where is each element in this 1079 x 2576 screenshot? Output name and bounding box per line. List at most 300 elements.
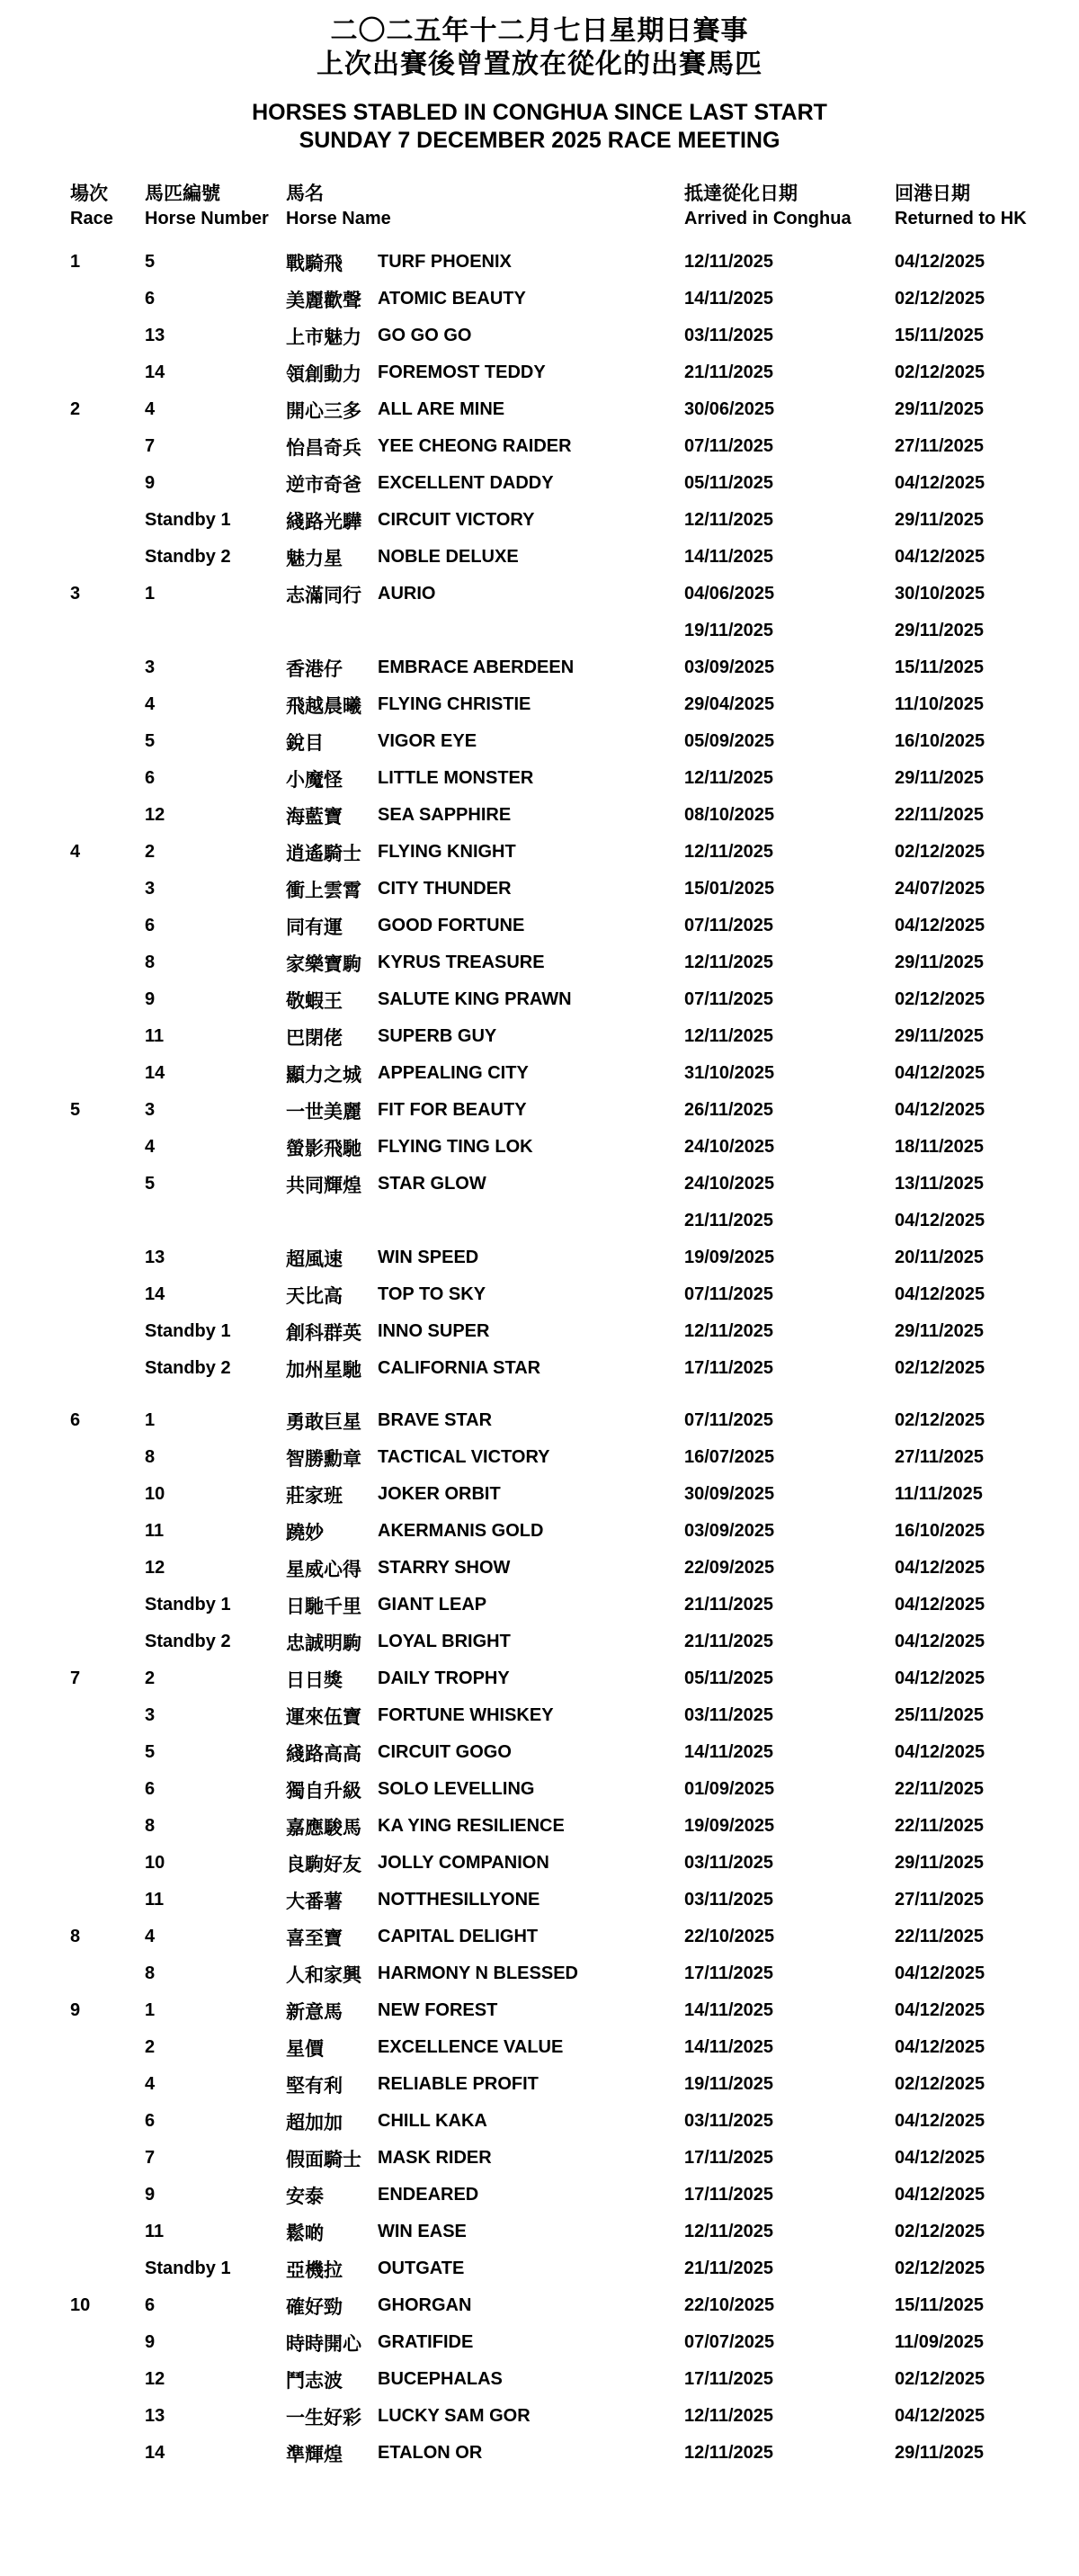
arrived-date: 03/11/2025: [684, 1853, 773, 1873]
table-row: [0, 1808, 1079, 1845]
arrived-date: 03/11/2025: [684, 326, 773, 345]
title-chinese-line1: 二〇二五年十二月七日星期日賽事: [330, 16, 749, 46]
horse-name-chinese: 綫路光驊: [286, 511, 361, 532]
table-row: [0, 1697, 1079, 1734]
table-row: [0, 1476, 1079, 1513]
table-row: [0, 1313, 1079, 1350]
horse-name-chinese: 飛越晨曦: [286, 695, 361, 717]
returned-date: 11/10/2025: [895, 694, 984, 714]
arrived-date: 14/11/2025: [684, 2037, 773, 2057]
table-row: [0, 1239, 1079, 1276]
arrived-date: 22/10/2025: [684, 2295, 775, 2315]
horse-name-english: CITY THUNDER: [378, 879, 512, 899]
horse-name-english: LUCKY SAM GOR: [378, 2406, 531, 2426]
returned-date: 04/12/2025: [895, 2148, 985, 2168]
horse-name-english: TACTICAL VICTORY: [378, 1447, 550, 1467]
table-row: [0, 318, 1079, 354]
horse-number: 3: [145, 1705, 156, 1725]
column-header-race-zh: 場次: [70, 183, 108, 204]
table-row: [0, 797, 1079, 834]
horse-table-body: [0, 244, 1079, 2472]
horse-name-english: TURF PHOENIX: [378, 252, 512, 272]
returned-date: 27/11/2025: [895, 436, 984, 456]
horse-number: 13: [145, 1248, 165, 1267]
table-row: [0, 1018, 1079, 1055]
horse-number: Standby 1: [145, 510, 231, 530]
document-header: [0, 0, 1079, 155]
horse-number: 1: [145, 584, 156, 604]
horse-name-english: FORTUNE WHISKEY: [378, 1705, 554, 1725]
returned-date: 27/11/2025: [895, 1890, 984, 1910]
horse-name-chinese: 良駒好友: [286, 1854, 361, 1875]
table-column-headers: [0, 182, 1079, 230]
column-header-horse-number-zh: 馬匹編號: [145, 183, 220, 204]
arrived-date: 16/07/2025: [684, 1447, 775, 1467]
arrived-date: 19/11/2025: [684, 621, 773, 640]
arrived-date: 12/11/2025: [684, 510, 773, 530]
horse-number: 11: [145, 2222, 165, 2241]
horse-name-english: SEA SAPPHIRE: [378, 805, 512, 825]
horse-name-chinese: 美麗歡聲: [286, 290, 361, 311]
arrived-date: 08/10/2025: [684, 805, 775, 825]
horse-name-chinese: 嘉應駿馬: [286, 1817, 361, 1838]
returned-date: 29/11/2025: [895, 1026, 984, 1046]
returned-date: 02/12/2025: [895, 2074, 985, 2094]
arrived-date: 07/11/2025: [684, 436, 773, 456]
arrived-date: 14/11/2025: [684, 547, 773, 567]
returned-date: 22/11/2025: [895, 1779, 984, 1799]
arrived-date: 21/11/2025: [684, 362, 773, 382]
horse-name-english: INNO SUPER: [378, 1321, 490, 1341]
horse-name-english: FLYING TING LOK: [378, 1137, 533, 1157]
column-header-race-en: Race: [70, 209, 113, 228]
table-row: [0, 1992, 1079, 2029]
horse-name-chinese: 獨自升級: [286, 1780, 361, 1802]
horse-name-english: ETALON OR: [378, 2443, 483, 2463]
horse-number: Standby 1: [145, 1321, 231, 1341]
race-number: 6: [70, 1410, 81, 1430]
horse-name-chinese: 海藍寶: [286, 806, 343, 827]
returned-date: 04/12/2025: [895, 1668, 985, 1688]
arrived-date: 14/11/2025: [684, 1742, 773, 1762]
horse-number: 12: [145, 2369, 165, 2389]
returned-date: 11/11/2025: [895, 1484, 983, 1504]
horse-name-chinese: 巴閉佬: [286, 1027, 343, 1049]
returned-date: 04/12/2025: [895, 2185, 985, 2205]
horse-number: 6: [145, 2295, 156, 2315]
race-number: 9: [70, 2000, 81, 2020]
horse-number: Standby 1: [145, 2258, 231, 2278]
arrived-date: 05/09/2025: [684, 731, 775, 751]
horse-name-english: FOREMOST TEDDY: [378, 362, 546, 382]
table-row: [0, 576, 1079, 613]
table-row: [0, 1955, 1079, 1992]
returned-date: 18/11/2025: [895, 1137, 984, 1157]
arrived-date: 30/06/2025: [684, 399, 775, 419]
horse-number: 6: [145, 289, 156, 309]
table-row: [0, 1092, 1079, 1129]
horse-number: 12: [145, 805, 165, 825]
table-row: [0, 908, 1079, 944]
returned-date: 04/12/2025: [895, 473, 985, 493]
returned-date: 04/12/2025: [895, 2111, 985, 2131]
arrived-date: 03/11/2025: [684, 1705, 773, 1725]
horse-number: 1: [145, 2000, 156, 2020]
horse-name-chinese: 領創動力: [286, 363, 361, 385]
column-header-race: [70, 182, 145, 230]
table-row: [0, 539, 1079, 576]
table-row: [0, 2324, 1079, 2361]
returned-date: 29/11/2025: [895, 510, 984, 530]
arrived-date: 29/04/2025: [684, 694, 775, 714]
arrived-date: 17/11/2025: [684, 1358, 773, 1378]
horse-name-english: WIN EASE: [378, 2222, 467, 2241]
horse-number: 5: [145, 1742, 156, 1762]
horse-name-english: CIRCUIT VICTORY: [378, 510, 535, 530]
horse-name-english: SALUTE KING PRAWN: [378, 989, 572, 1009]
horse-number: 6: [145, 2111, 156, 2131]
horse-name-chinese: 日馳千里: [286, 1596, 361, 1617]
horse-name-chinese: 逍遙騎士: [286, 843, 361, 864]
table-row: [0, 723, 1079, 760]
arrived-date: 12/11/2025: [684, 953, 773, 972]
horse-name-english: GO GO GO: [378, 326, 472, 345]
table-row: [0, 1129, 1079, 1166]
horse-name-chinese: 家樂寶駒: [286, 953, 361, 975]
horse-name-chinese: 日日獎: [286, 1669, 343, 1691]
returned-date: 30/10/2025: [895, 584, 985, 604]
table-row: [0, 428, 1079, 465]
arrived-date: 15/01/2025: [684, 879, 775, 899]
arrived-date: 19/09/2025: [684, 1816, 775, 1836]
table-row: [0, 2103, 1079, 2140]
arrived-date: 07/11/2025: [684, 1410, 773, 1430]
horse-name-english: AURIO: [378, 584, 436, 604]
column-header-horse-name-en: Horse Name: [286, 209, 391, 228]
returned-date: 04/12/2025: [895, 2406, 985, 2426]
horse-number: 4: [145, 1137, 156, 1157]
arrived-date: 26/11/2025: [684, 1100, 773, 1120]
horse-name-chinese: 創科群英: [286, 1322, 361, 1344]
column-header-horse-name: [286, 182, 684, 230]
horse-name-chinese: 香港仔: [286, 658, 343, 680]
table-row: [0, 244, 1079, 281]
horse-name-english: SUPERB GUY: [378, 1026, 497, 1046]
horse-name-english: LITTLE MONSTER: [378, 768, 534, 788]
horse-name-english: RELIABLE PROFIT: [378, 2074, 539, 2094]
arrived-date: 12/11/2025: [684, 2406, 773, 2426]
horse-name-english: FIT FOR BEAUTY: [378, 1100, 527, 1120]
returned-date: 02/12/2025: [895, 289, 985, 309]
returned-date: 02/12/2025: [895, 1358, 985, 1378]
horse-number: 14: [145, 2443, 165, 2463]
table-row: [0, 686, 1079, 723]
returned-date: 22/11/2025: [895, 1816, 984, 1836]
horse-name-chinese: 螢影飛馳: [286, 1138, 361, 1159]
arrived-date: 12/11/2025: [684, 768, 773, 788]
horse-number: 2: [145, 2037, 156, 2057]
returned-date: 02/12/2025: [895, 989, 985, 1009]
horse-number: 2: [145, 842, 156, 862]
horse-name-english: GOOD FORTUNE: [378, 916, 525, 935]
arrived-date: 03/11/2025: [684, 1890, 773, 1910]
horse-name-english: CIRCUIT GOGO: [378, 1742, 512, 1762]
horse-name-english: CALIFORNIA STAR: [378, 1358, 541, 1378]
table-row: [0, 834, 1079, 871]
returned-date: 13/11/2025: [895, 1174, 984, 1194]
returned-date: 29/11/2025: [895, 2443, 984, 2463]
horse-number: 8: [145, 1447, 156, 1467]
arrived-date: 12/11/2025: [684, 2443, 773, 2463]
returned-date: 15/11/2025: [895, 326, 984, 345]
horse-name-english: GRATIFIDE: [378, 2332, 474, 2352]
horse-name-english: TOP TO SKY: [378, 1284, 486, 1304]
table-row: [0, 1550, 1079, 1587]
returned-date: 24/07/2025: [895, 879, 985, 899]
table-row: [0, 391, 1079, 428]
returned-date: 04/12/2025: [895, 1558, 985, 1578]
returned-date: 29/11/2025: [895, 621, 984, 640]
arrived-date: 03/11/2025: [684, 2111, 773, 2131]
arrived-date: 19/09/2025: [684, 1248, 775, 1267]
arrived-date: 01/09/2025: [684, 1779, 775, 1799]
returned-date: 25/11/2025: [895, 1705, 984, 1725]
horse-number: 9: [145, 2332, 156, 2352]
arrived-date: 05/11/2025: [684, 473, 773, 493]
arrived-date: 21/11/2025: [684, 2258, 773, 2278]
arrived-date: 12/11/2025: [684, 1321, 773, 1341]
horse-name-chinese: 逆市奇爸: [286, 474, 361, 496]
arrived-date: 17/11/2025: [684, 1963, 773, 1983]
returned-date: 02/12/2025: [895, 2369, 985, 2389]
horse-name-chinese: 亞機拉: [286, 2259, 343, 2281]
horse-name-english: APPEALING CITY: [378, 1063, 529, 1083]
horse-name-english: ENDEARED: [378, 2185, 479, 2205]
table-row: [0, 1587, 1079, 1623]
horse-name-chinese: 星威心得: [286, 1559, 361, 1580]
horse-name-chinese: 新意馬: [286, 2001, 343, 2023]
horse-name-english: NEW FOREST: [378, 2000, 498, 2020]
horse-number: 14: [145, 1284, 165, 1304]
arrived-date: 17/11/2025: [684, 2185, 773, 2205]
returned-date: 29/11/2025: [895, 1853, 984, 1873]
horse-name-english: NOTTHESILLYONE: [378, 1890, 540, 1910]
table-row: [0, 1845, 1079, 1882]
arrived-date: 12/11/2025: [684, 252, 773, 272]
column-header-horse-number-en: Horse Number: [145, 209, 269, 228]
horse-number: 9: [145, 473, 156, 493]
arrived-date: 03/09/2025: [684, 657, 775, 677]
horse-name-chinese: 戰騎飛: [286, 253, 343, 274]
horse-name-chinese: 時時開心: [286, 2333, 361, 2355]
column-header-arrived: [684, 182, 895, 230]
arrived-date: 12/11/2025: [684, 842, 773, 862]
arrived-date: 07/11/2025: [684, 1284, 773, 1304]
horse-number: Standby 2: [145, 547, 231, 567]
table-row: [0, 1734, 1079, 1771]
horse-name-english: GIANT LEAP: [378, 1595, 487, 1614]
horse-number: 6: [145, 1779, 156, 1799]
table-row: [0, 1882, 1079, 1919]
horse-name-chinese: 小魔怪: [286, 769, 343, 791]
horse-number: 8: [145, 953, 156, 972]
horse-name-chinese: 莊家班: [286, 1485, 343, 1507]
arrived-date: 22/10/2025: [684, 1927, 775, 1946]
horse-number: 5: [145, 731, 156, 751]
horse-name-chinese: 魅力星: [286, 548, 343, 569]
returned-date: 02/12/2025: [895, 1410, 985, 1430]
table-row: [0, 2177, 1079, 2214]
horse-name-chinese: 蹺妙: [286, 1522, 324, 1543]
horse-name-english: JOKER ORBIT: [378, 1484, 501, 1504]
horse-number: 9: [145, 2185, 156, 2205]
horse-name-english: ATOMIC BEAUTY: [378, 289, 526, 309]
returned-date: 02/12/2025: [895, 362, 985, 382]
horse-name-chinese: 忠誠明駒: [286, 1632, 361, 1654]
horse-name-english: LOYAL BRIGHT: [378, 1632, 511, 1651]
returned-date: 16/10/2025: [895, 731, 985, 751]
horse-number: 3: [145, 657, 156, 677]
horse-name-chinese: 上市魅力: [286, 326, 361, 348]
table-row: [0, 2287, 1079, 2324]
horse-name-chinese: 安泰: [286, 2186, 324, 2207]
horse-name-chinese: 一生好彩: [286, 2407, 361, 2428]
title-english-line1: HORSES STABLED IN CONGHUA SINCE LAST START: [252, 100, 827, 125]
horse-name-chinese: 共同輝煌: [286, 1175, 361, 1196]
table-row: [0, 2250, 1079, 2287]
horse-name-chinese: 超風速: [286, 1248, 343, 1270]
table-row: [0, 281, 1079, 318]
horse-name-english: STAR GLOW: [378, 1174, 486, 1194]
race-number: 2: [70, 399, 81, 419]
horse-name-chinese: 加州星馳: [286, 1359, 361, 1381]
returned-date: 04/12/2025: [895, 1100, 985, 1120]
horse-number: 13: [145, 326, 165, 345]
horse-number: 6: [145, 916, 156, 935]
arrived-date: 17/11/2025: [684, 2369, 773, 2389]
horse-name-english: SOLO LEVELLING: [378, 1779, 535, 1799]
table-row: [0, 2066, 1079, 2103]
horse-name-chinese: 人和家興: [286, 1964, 361, 1986]
returned-date: 04/12/2025: [895, 1632, 985, 1651]
horse-name-english: WIN SPEED: [378, 1248, 479, 1267]
horse-number: 1: [145, 1410, 156, 1430]
horse-number: 11: [145, 1890, 165, 1910]
arrived-date: 04/06/2025: [684, 584, 775, 604]
horse-number: 4: [145, 2074, 156, 2094]
horse-name-chinese: 運來伍寶: [286, 1706, 361, 1728]
arrived-date: 21/11/2025: [684, 1211, 773, 1230]
horse-number: 9: [145, 989, 156, 1009]
returned-date: 22/11/2025: [895, 1927, 984, 1946]
horse-number: 8: [145, 1816, 156, 1836]
returned-date: 04/12/2025: [895, 1742, 985, 1762]
arrived-date: 12/11/2025: [684, 2222, 773, 2241]
horse-number: 8: [145, 1963, 156, 1983]
table-row: [0, 2398, 1079, 2435]
table-row: [0, 465, 1079, 502]
returned-date: 29/11/2025: [895, 953, 984, 972]
table-row: [0, 2029, 1079, 2066]
horse-name-english: FLYING KNIGHT: [378, 842, 516, 862]
returned-date: 11/09/2025: [895, 2332, 984, 2352]
horse-name-english: NOBLE DELUXE: [378, 547, 519, 567]
arrived-date: 30/09/2025: [684, 1484, 775, 1504]
horse-name-chinese: 開心三多: [286, 400, 361, 422]
horse-name-english: EXCELLENT DADDY: [378, 473, 554, 493]
table-row: [0, 871, 1079, 908]
horse-number: Standby 2: [145, 1358, 231, 1378]
table-row: [0, 1513, 1079, 1550]
returned-date: 04/12/2025: [895, 916, 985, 935]
table-row: [0, 1660, 1079, 1697]
table-row: [0, 1402, 1079, 1439]
arrived-date: 05/11/2025: [684, 1668, 773, 1688]
returned-date: 02/12/2025: [895, 2258, 985, 2278]
table-row: [0, 1203, 1079, 1239]
horse-number: 11: [145, 1521, 165, 1541]
horse-name-chinese: 顯力之城: [286, 1064, 361, 1086]
horse-name-chinese: 志滿同行: [286, 585, 361, 606]
horse-number: 2: [145, 1668, 156, 1688]
arrived-date: 17/11/2025: [684, 2148, 773, 2168]
returned-date: 16/10/2025: [895, 1521, 985, 1541]
table-row: [0, 613, 1079, 649]
horse-name-chinese: 銳目: [286, 732, 324, 754]
horse-name-chinese: 綫路高高: [286, 1743, 361, 1765]
returned-date: 04/12/2025: [895, 1063, 985, 1083]
column-header-returned: [895, 182, 1079, 230]
arrived-date: 24/10/2025: [684, 1137, 775, 1157]
horse-number: 12: [145, 1558, 165, 1578]
horse-number: 6: [145, 768, 156, 788]
horse-number: 10: [145, 1853, 165, 1873]
returned-date: 29/11/2025: [895, 768, 984, 788]
horse-number: 13: [145, 2406, 165, 2426]
horse-number: 4: [145, 399, 156, 419]
returned-date: 20/11/2025: [895, 1248, 984, 1267]
horse-name-english: CHILL KAKA: [378, 2111, 487, 2131]
table-row: [0, 649, 1079, 686]
arrived-date: 03/09/2025: [684, 1521, 775, 1541]
returned-date: 04/12/2025: [895, 1963, 985, 1983]
horse-name-english: HARMONY N BLESSED: [378, 1963, 578, 1983]
table-row: [0, 1276, 1079, 1313]
column-header-horse-number: [145, 182, 286, 230]
arrived-date: 21/11/2025: [684, 1632, 773, 1651]
horse-number: 7: [145, 436, 156, 456]
race-number: 1: [70, 252, 81, 272]
horse-name-english: OUTGATE: [378, 2258, 465, 2278]
horse-name-english: FLYING CHRISTIE: [378, 694, 531, 714]
horse-name-english: DAILY TROPHY: [378, 1668, 510, 1688]
horse-name-chinese: 堅有利: [286, 2075, 343, 2097]
horse-name-chinese: 智勝勳章: [286, 1448, 361, 1470]
table-row: [0, 1919, 1079, 1955]
returned-date: 04/12/2025: [895, 2000, 985, 2020]
horse-name-chinese: 勇敢巨星: [286, 1411, 361, 1433]
horse-name-chinese: 星價: [286, 2038, 324, 2060]
table-row: [0, 2140, 1079, 2177]
horse-number: 14: [145, 362, 165, 382]
horse-number: 4: [145, 1927, 156, 1946]
table-row: [0, 944, 1079, 981]
horse-name-english: JOLLY COMPANION: [378, 1853, 549, 1873]
returned-date: 02/12/2025: [895, 2222, 985, 2241]
arrived-date: 07/11/2025: [684, 916, 773, 935]
horse-number: Standby 2: [145, 1632, 231, 1651]
returned-date: 22/11/2025: [895, 805, 984, 825]
